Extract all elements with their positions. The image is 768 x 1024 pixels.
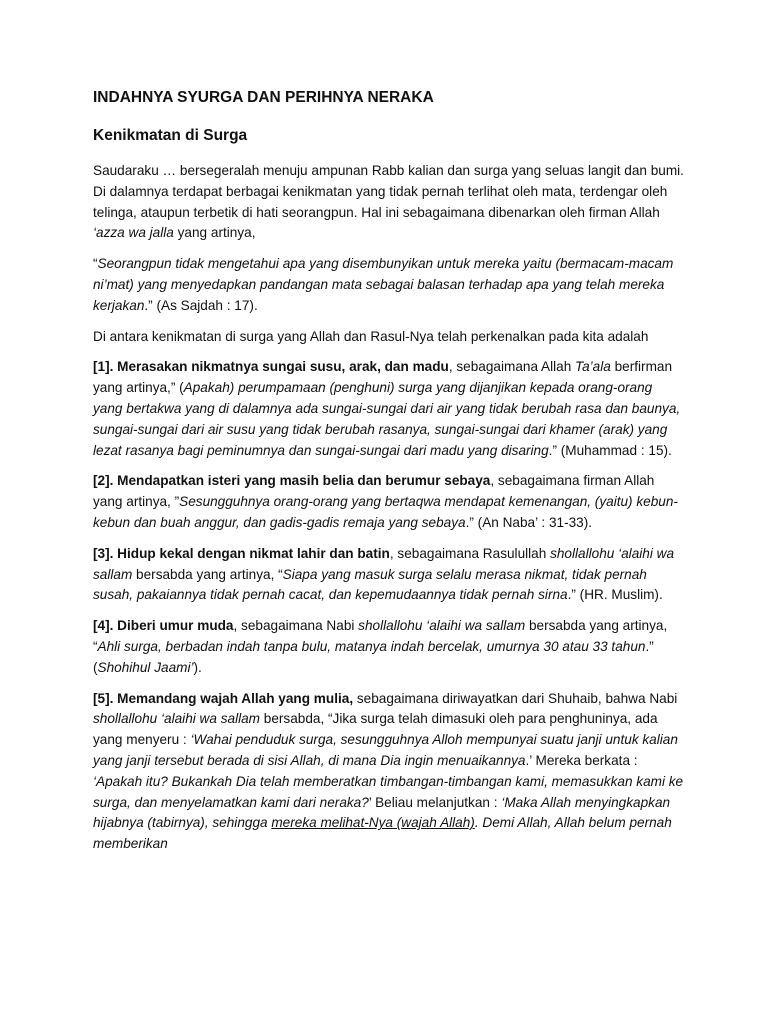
text-run: .” (HR. Muslim). bbox=[567, 587, 663, 603]
text-run: yang artinya, bbox=[173, 225, 256, 241]
italic-run: . Demi Allah, Allah belum pernah memberikan bbox=[93, 815, 672, 852]
paragraph-quote-as-sajdah bbox=[93, 254, 684, 316]
paragraph-item-2 bbox=[93, 471, 684, 533]
text-run: .’ Mereka berkata : bbox=[525, 752, 638, 768]
document-title: INDAHNYA SYURGA DAN PERIHNYA NERAKA bbox=[93, 89, 434, 106]
italic-run: shollallohu ‘alaihi wa sallam bbox=[93, 711, 260, 727]
underlined-text: mereka melihat-Nya (wajah Allah) bbox=[271, 815, 475, 831]
italic-run: ‘Wahai penduduk surga, sesungguhnya Alloh mempunyai suatu janji untuk kalian yang janji tersebut berada di sisi Allah, di mana Dia ingin menuaikannya bbox=[93, 732, 678, 768]
text-run: .” (Muhammad : 15). bbox=[548, 442, 672, 458]
italic-run: Seorangpun tidak mengetahui apa yang disembunyikan untuk mereka yaitu (bermacam-macam ni’mat) yang menyedapkan pandangan mata sebagai balasan terhadap apa yang telah mereka kerjakan bbox=[93, 256, 674, 313]
italic-run: Siapa yang masuk surga selalu merasa nikmat, tidak pernah susah, pakaiannya tidak pernah cacat, dan kepemudaannya tidak pernah sirna bbox=[93, 566, 647, 603]
text-run: berfirman yang artinya,” ( bbox=[93, 359, 673, 396]
item-heading: [1]. Merasakan nikmatnya sungai susu, arak, dan madu bbox=[93, 359, 449, 375]
italic-run: ‘Maka Allah menyingkapkan hijabnya (tabirnya), sehingga bbox=[93, 794, 671, 831]
paragraph-item-5 bbox=[93, 689, 684, 855]
section-heading: Kenikmatan di Surga bbox=[93, 127, 248, 144]
item-heading: [3]. Hidup kekal dengan nikmat lahir dan batin bbox=[93, 545, 390, 561]
italic-run: ‘azza wa jalla bbox=[93, 225, 174, 241]
text-run: Saudaraku … bersegeralah menuju ampunan Rabb kalian dan surga yang seluas langit dan bumi. Di dalamnya terdapat berbagai kenikmatan yang tidak pernah terlihat oleh mata, terdengar oleh telinga, ataupun terbetik di hati seorangpun. Hal ini sebagaimana dibenarkan oleh firman Allah bbox=[93, 163, 684, 220]
paragraph-list-intro: Di antara kenikmatan di surga yang Allah dan Rasul-Nya telah perkenalkan pada kita adalah bbox=[93, 328, 649, 344]
text-run: .” ( bbox=[93, 638, 654, 675]
italic-run: Sesungguhnya orang-orang yang bertaqwa mendapat kemenangan, (yaitu) kebun-kebun dan buah anggur, dan gadis-gadis remaja yang sebaya bbox=[93, 494, 678, 530]
item-heading: [2]. Mendapatkan isteri yang masih belia dan berumur sebaya bbox=[93, 473, 491, 489]
item-heading: [5]. Memandang wajah Allah yang mulia, bbox=[93, 690, 354, 706]
text-run: bersabda, “Jika surga telah dimasuki oleh para penghuninya, ada yang menyeru : bbox=[93, 711, 658, 748]
italic-run: Ahli surga, berbadan indah tanpa bulu, matanya indah bercelak, umurnya 30 atau 33 tahun bbox=[97, 638, 646, 654]
paragraph-item-1 bbox=[93, 357, 684, 461]
text-run: sebagaimana diriwayatkan dari Shuhaib, bahwa Nabi bbox=[353, 690, 678, 706]
underlined-italic-run bbox=[271, 815, 474, 830]
text-run: ). bbox=[193, 659, 202, 675]
italic-run: Ta’ala bbox=[575, 359, 611, 375]
text-run: .” (As Sajdah : 17). bbox=[144, 297, 258, 313]
item-heading: [4]. Diberi umur muda bbox=[93, 618, 234, 634]
paragraph-item-4 bbox=[93, 616, 684, 678]
text-run: “ bbox=[93, 256, 98, 272]
paragraph-intro bbox=[93, 161, 684, 244]
italic-run: Shohihul Jaami’ bbox=[97, 659, 194, 675]
text-run: , sebagaimana Rasulullah bbox=[389, 545, 551, 561]
italic-run: ‘Apakah itu? Bukankah Dia telah memberatkan timbangan-timbangan kami, memasukkan kami ke surga, dan menyelamatkan kami dari neraka? bbox=[93, 773, 684, 810]
text-run: .” (An Naba’ : 31-33). bbox=[465, 514, 593, 530]
italic-run: shollallohu ‘alaihi wa sallam bbox=[358, 618, 526, 634]
paragraph-item-3 bbox=[93, 544, 684, 606]
text-run: bersabda yang artinya, “ bbox=[93, 618, 668, 654]
text-run: , sebagaimana Nabi bbox=[233, 618, 359, 634]
text-run: ’ Beliau melanjutkan : bbox=[368, 794, 502, 810]
italic-run: Apakah) perumpamaan (penghuni) surga yang dijanjikan kepada orang-orang yang bertakwa yang di dalamnya ada sungai-sungai dari air yang tidak berubah rasa dan baunya, sungai-sungai dari air susu yang tidak berubah rasanya, sungai-sungai dari khamer (arak) yang lezat rasanya bagi peminumnya dan sungai-sungai dari madu yang disaring bbox=[93, 380, 681, 458]
text-run: , sebagaimana Allah bbox=[448, 359, 576, 375]
italic-run: shollallohu ‘alaihi wa sallam bbox=[93, 545, 675, 582]
text-run: bersabda yang artinya, “ bbox=[132, 566, 283, 582]
text-run: , sebagaimana firman Allah yang artinya, ” bbox=[93, 473, 655, 510]
